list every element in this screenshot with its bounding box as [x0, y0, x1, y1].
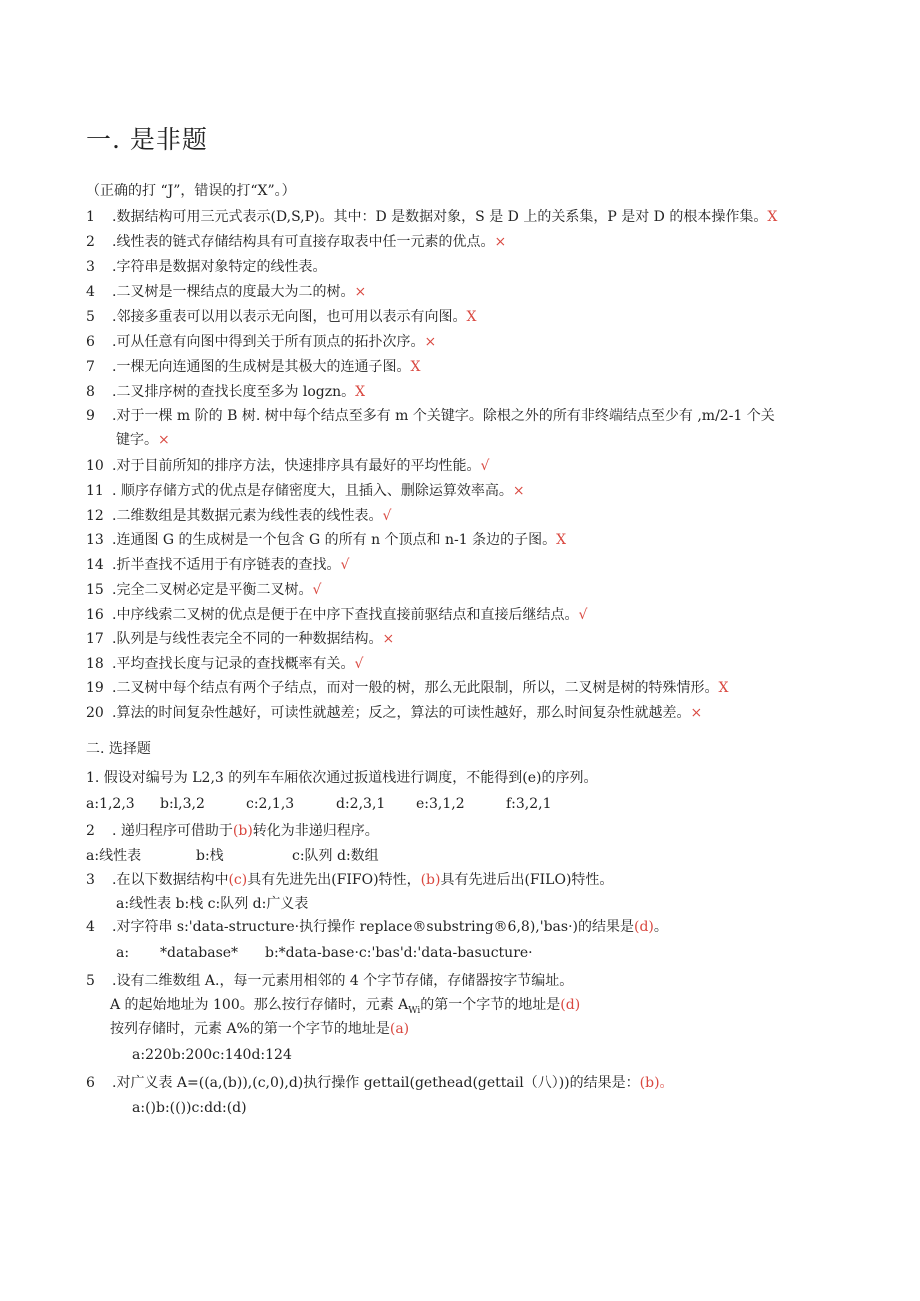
item-number: 6 — [86, 334, 95, 350]
true-false-item — [116, 431, 170, 449]
true-false-item — [86, 581, 321, 599]
q6-text-pre: .对广义表 A=((a,(b)),(c,0),d)执行操作 gettail(gethead(gettail（八）))的结果是： — [112, 1075, 640, 1091]
answer-mark: √ — [354, 656, 364, 672]
item-number: 18 — [86, 656, 104, 672]
q5-line1: .设有二维数组 A.，每一元素用相邻的 4 个字节存储，存储器按字节编址。 — [112, 973, 574, 989]
true-false-item — [86, 407, 775, 425]
q3-text-post: 具有先进后出(FILO)特性。 — [440, 872, 614, 888]
item-text: .算法的时间复杂性越好，可读性就越差；反之，算法的可读性越好，那么时间复杂性就越差。 — [112, 705, 691, 721]
item-text: .对于目前所知的排序方法，快速排序具有最好的平均性能。 — [112, 458, 481, 474]
q5-line3-pre: 按列存储时，元素 A%的第一个字节的地址是 — [110, 1021, 390, 1037]
answer-mark: × — [158, 432, 170, 448]
true-false-item — [86, 507, 391, 525]
question-3 — [86, 871, 613, 889]
item-number: 19 — [86, 680, 104, 696]
answer-mark: × — [690, 705, 703, 721]
q2-number: 2 — [86, 823, 95, 839]
q2-text-post: 转化为非递归程序。 — [252, 823, 379, 839]
q3-number: 3 — [86, 872, 95, 888]
section1-title: 一. 是非题 — [86, 125, 208, 154]
item-text: .连通图 G 的生成树是一个包含 G 的所有 n 个顶点和 n-1 条边的子图。 — [112, 532, 557, 548]
answer-mark: X — [767, 209, 778, 225]
section2-title: 二. 选择题 — [86, 741, 151, 757]
q4-text-post: 。 — [653, 919, 668, 935]
q6-number: 6 — [86, 1075, 95, 1091]
item-number: 3 — [86, 259, 95, 275]
answer-mark: √ — [340, 557, 350, 573]
true-false-item — [86, 531, 566, 549]
q4-answer: (d) — [634, 919, 654, 935]
answer-mark: × — [494, 234, 507, 250]
q3-text-mid: 具有先进先出(FIFO)特性， — [247, 872, 421, 888]
answer-mark: X — [466, 309, 477, 325]
q1-option-d: d:2,3,1 — [336, 796, 386, 812]
item-text: .完全二叉树必定是平衡二叉树。 — [112, 582, 313, 598]
true-false-item — [86, 308, 476, 326]
item-text: 键字。 — [116, 432, 158, 448]
question-4 — [86, 918, 668, 936]
true-false-item — [86, 556, 349, 574]
true-false-item — [86, 258, 326, 276]
item-text: .数据结构可用三元式表示(D,S,P)。其中：D 是数据对象，S 是 D 上的关系集，P 是对 D 的根本操作集。 — [112, 209, 768, 225]
q3-answer-2: (b) — [420, 872, 441, 888]
q5-answer-1: (d) — [560, 997, 581, 1013]
item-text: .二叉树中每个结点有两个子结点，而对一般的树，那么无此限制，所以，二叉树是树的特殊情形。 — [112, 680, 719, 696]
item-text: .二叉排序树的查找长度至多为 logzn。 — [112, 384, 356, 400]
answer-mark: X — [718, 680, 729, 696]
item-number: 16 — [86, 607, 104, 623]
q5-line2 — [110, 996, 580, 1020]
answer-mark: X — [410, 359, 421, 375]
q2-option-b: b:栈 — [196, 848, 224, 864]
q2-answer: (b) — [232, 823, 253, 839]
answer-mark: √ — [578, 607, 588, 623]
answer-mark: × — [512, 483, 525, 499]
item-number: 10 — [86, 458, 104, 474]
q4-options-bcd: b:*data-base·c:'bas'd:'data-basucture· — [265, 945, 533, 961]
answer-mark: X — [556, 532, 567, 548]
true-false-item — [86, 457, 489, 475]
true-false-item — [86, 679, 728, 697]
q4-option-a-value: *database* — [160, 945, 239, 961]
true-false-item — [86, 383, 365, 401]
answer-mark: × — [354, 284, 367, 300]
true-false-item — [86, 704, 702, 722]
q6-options: a:()b:(())c:dd:(d) — [132, 1100, 247, 1116]
item-text: . 顺序存储方式的优点是存储密度大，且插入、删除运算效率高。 — [112, 483, 513, 499]
question-2 — [86, 822, 379, 840]
true-false-item — [86, 233, 506, 251]
q2-option-cd: c:队列 d:数组 — [292, 848, 379, 864]
item-number: 12 — [86, 508, 104, 524]
answer-mark: × — [382, 631, 395, 647]
section1-instruction: （正确的打 “J”，错误的打“X”。） — [86, 183, 296, 199]
q1-option-f: f:3,2,1 — [506, 796, 552, 812]
item-text: .中序线索二叉树的优点是便于在中序下查找直接前驱结点和直接后继结点。 — [112, 607, 579, 623]
item-text: .字符串是数据对象特定的线性表。 — [112, 259, 327, 275]
q1-option-b: b:l,3,2 — [160, 796, 205, 812]
question-6 — [86, 1074, 674, 1092]
true-false-item — [86, 333, 436, 351]
item-number: 8 — [86, 384, 95, 400]
q3-text-pre: .在以下数据结构中 — [112, 872, 229, 888]
question-1: 1. 假设对编号为 L2,3 的列车车厢依次通过扳道栈进行调度，不能得到(e)的序列。 — [86, 770, 598, 786]
item-text: .对于一棵 m 阶的 B 树. 树中每个结点至多有 m 个关键字。除根之外的所有非终端结点至少有 ,m/2-1 个关 — [112, 408, 775, 424]
item-text: .平均查找长度与记录的查找概率有关。 — [112, 656, 355, 672]
true-false-item — [86, 283, 366, 301]
answer-mark: × — [424, 334, 437, 350]
item-number: 4 — [86, 284, 95, 300]
q5-line2-sub: Wi — [408, 1005, 421, 1016]
q1-option-c: c:2,1,3 — [246, 796, 295, 812]
item-text: .一棵无向连通图的生成树是其极大的连通子图。 — [112, 359, 411, 375]
q5-line2-mid: 的第一个字节的地址是 — [420, 997, 561, 1013]
item-text: .线性表的链式存储结构具有可直接存取表中任一元素的优点。 — [112, 234, 495, 250]
true-false-item — [86, 358, 420, 376]
item-text: .队列是与线性表完全不同的一种数据结构。 — [112, 631, 383, 647]
answer-mark: √ — [312, 582, 322, 598]
q6-answer: (b) — [639, 1075, 660, 1091]
q3-options: a:线性表 b:栈 c:队列 d:广义表 — [116, 896, 309, 912]
true-false-item — [86, 606, 587, 624]
answer-mark: X — [355, 384, 366, 400]
item-number: 1 — [86, 209, 95, 225]
item-text: .二维数组是其数据元素为线性表的线性表。 — [112, 508, 383, 524]
true-false-item — [86, 655, 363, 673]
q5-line2-pre: A 的起始地址为 100。那么按行存储时，元素 A — [110, 997, 409, 1013]
item-text: .可从任意有向图中得到关于所有顶点的拓扑次序。 — [112, 334, 425, 350]
item-number: 20 — [86, 705, 104, 721]
item-number: 13 — [86, 532, 104, 548]
true-false-item — [86, 630, 394, 648]
item-number: 14 — [86, 557, 104, 573]
item-number: 9 — [86, 408, 95, 424]
item-text: .邻接多重表可以用以表示无向图，也可用以表示有向图。 — [112, 309, 467, 325]
q3-answer-1: (c) — [228, 872, 248, 888]
q4-option-a: a: — [116, 945, 130, 961]
item-number: 2 — [86, 234, 95, 250]
q5-number: 5 — [86, 973, 95, 989]
item-number: 5 — [86, 309, 95, 325]
item-text: .折半查找不适用于有序链表的查找。 — [112, 557, 341, 573]
q5-options: a:220b:200c:140d:124 — [132, 1047, 292, 1063]
answer-mark: √ — [480, 458, 490, 474]
true-false-item — [86, 482, 525, 500]
question-5 — [86, 972, 573, 990]
q6-text-post: 。 — [659, 1075, 674, 1091]
answer-mark: √ — [382, 508, 392, 524]
true-false-item — [86, 208, 777, 226]
q5-line3 — [110, 1020, 409, 1038]
item-number: 15 — [86, 582, 104, 598]
q1-option-e: e:3,1,2 — [416, 796, 465, 812]
item-number: 7 — [86, 359, 95, 375]
q2-option-a: a:线性表 — [86, 848, 142, 864]
item-number: 11 — [86, 483, 104, 499]
q4-number: 4 — [86, 919, 95, 935]
q2-text-pre: . 递归程序可借助于 — [112, 823, 233, 839]
q5-answer-2: (a) — [389, 1021, 410, 1037]
q1-option-a: a:1,2,3 — [86, 796, 135, 812]
item-text: .二叉树是一棵结点的度最大为二的树。 — [112, 284, 355, 300]
q4-text-pre: .对字符串 s:'data-structure·执行操作 replace®substring®6,8),'bas·)的结果是 — [112, 919, 634, 935]
item-number: 17 — [86, 631, 104, 647]
